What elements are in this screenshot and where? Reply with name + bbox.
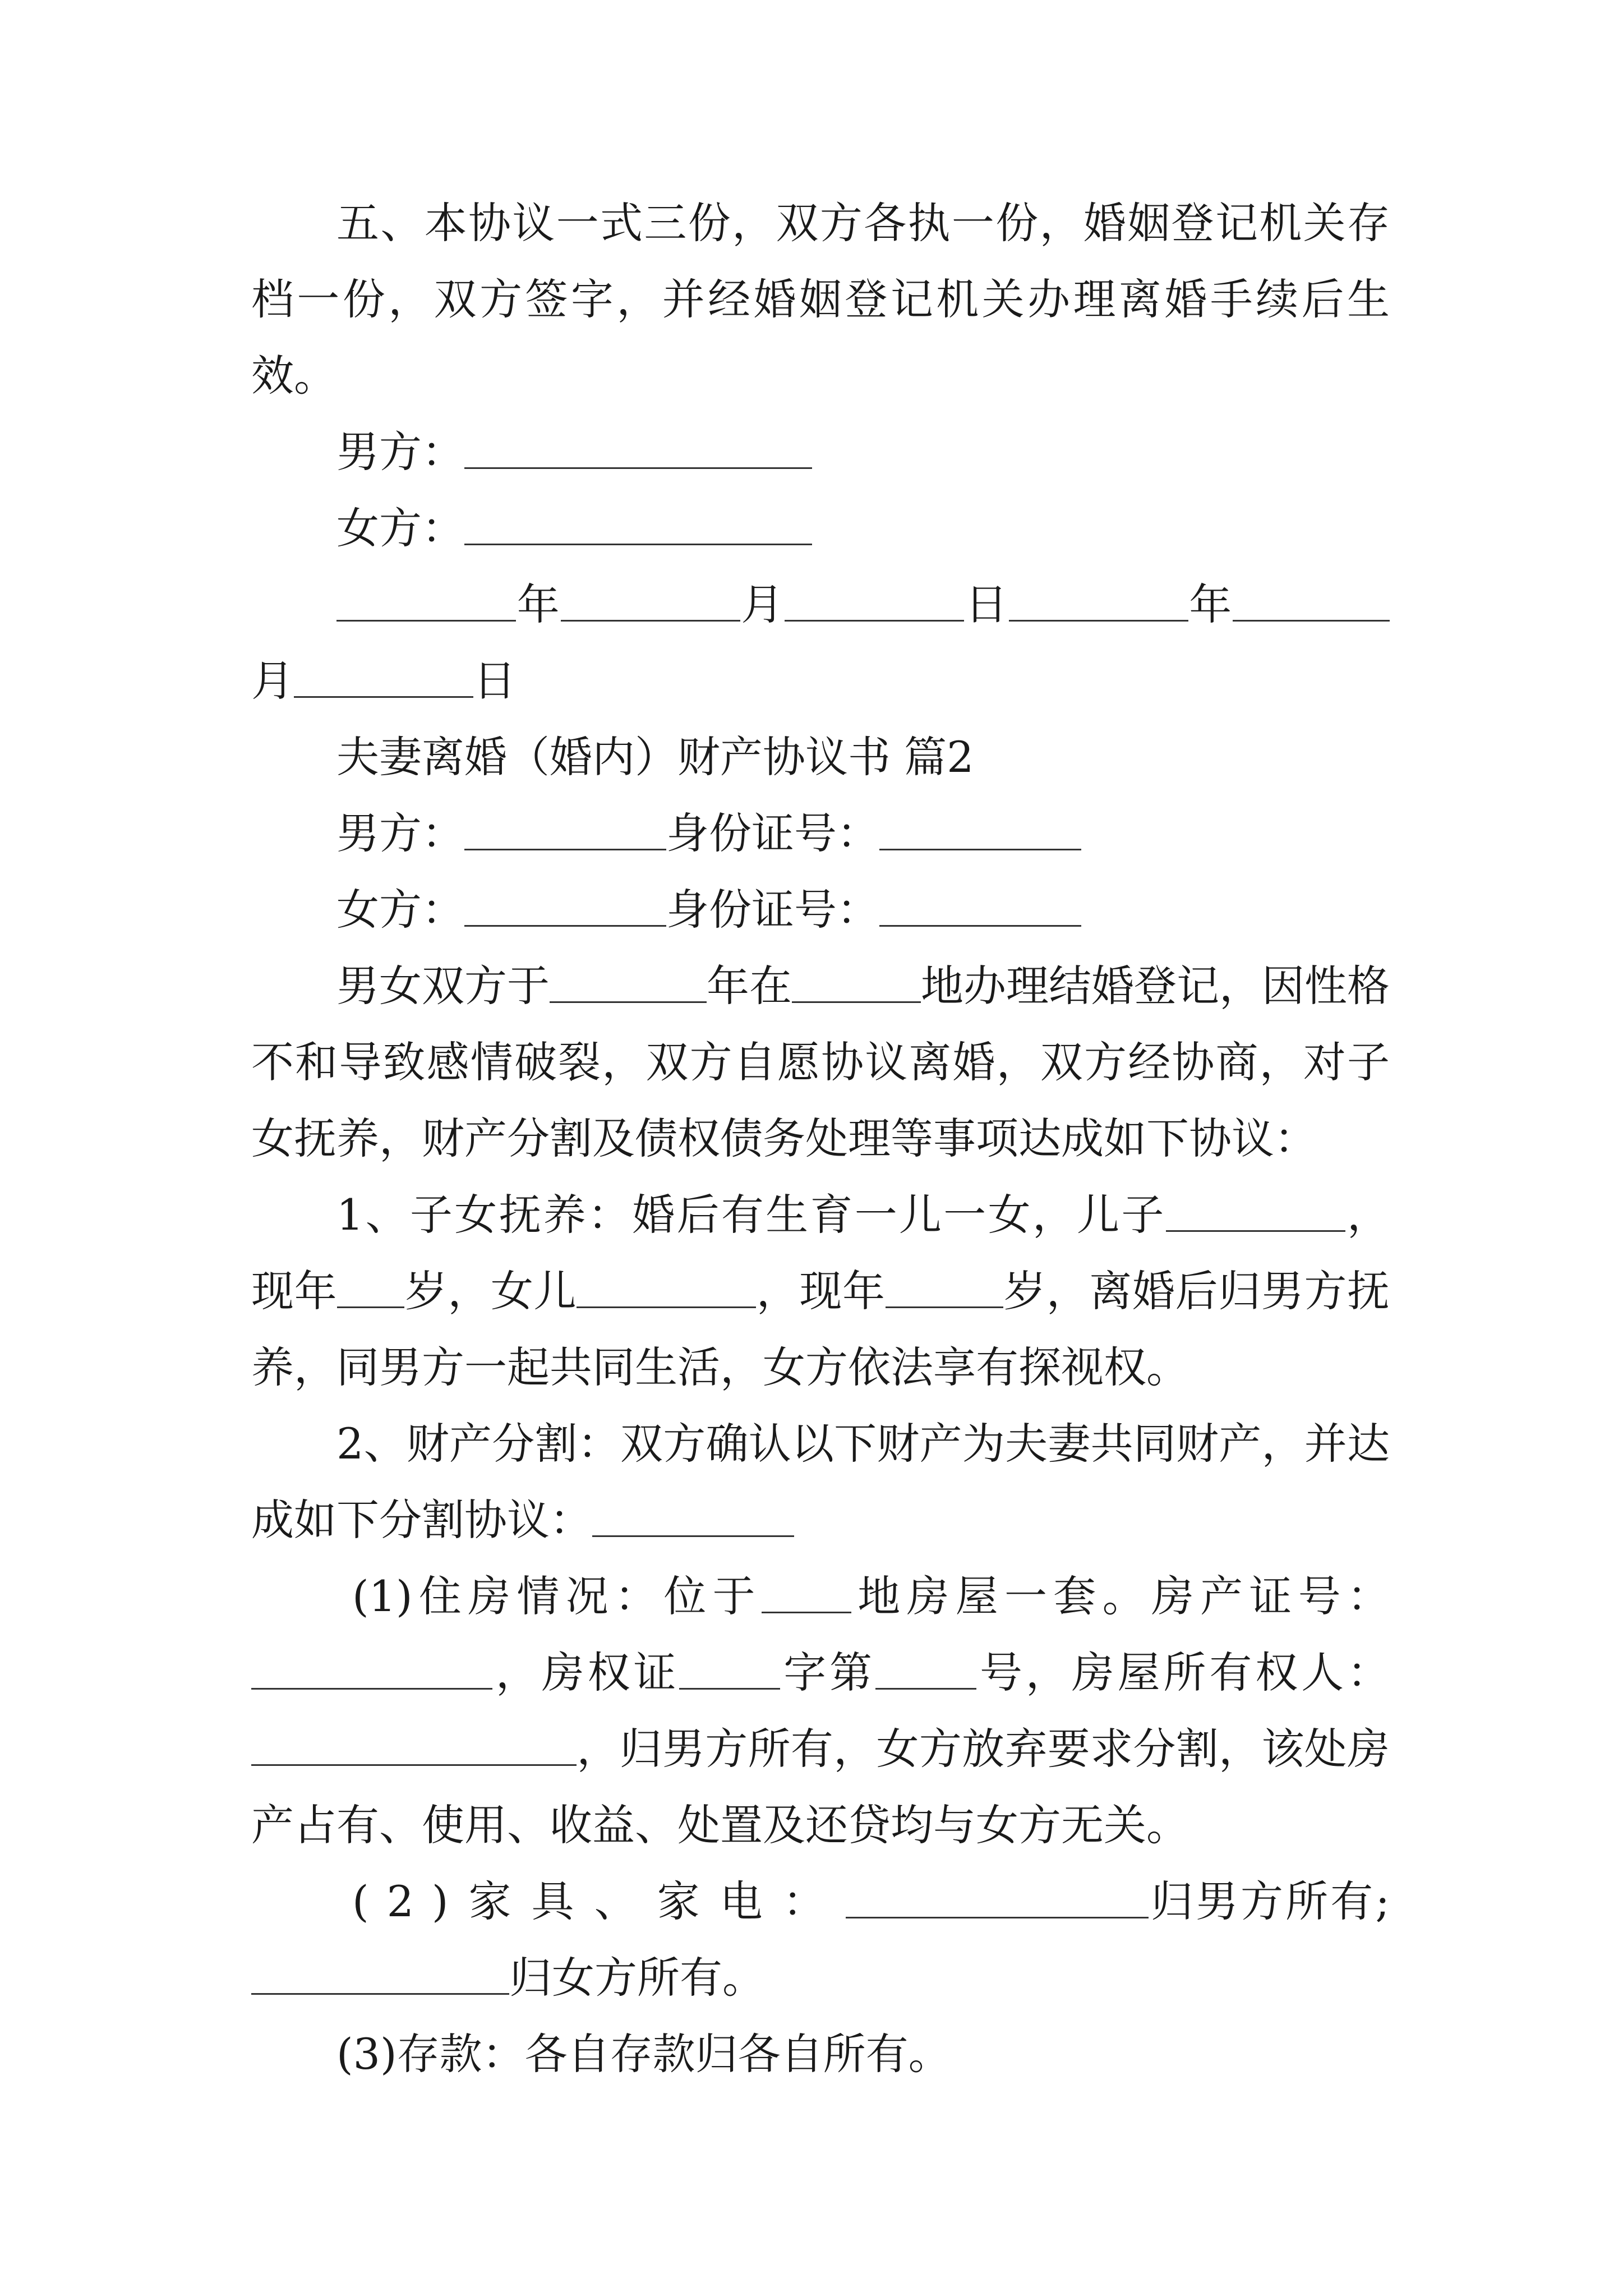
date-month-label: 月	[251, 656, 294, 706]
furniture-text: (2)家具、家电：	[352, 1876, 846, 1926]
son-age-blank	[337, 1268, 404, 1308]
section-title-text: 夫妻离婚（婚内）财产协议书 篇2	[336, 732, 974, 782]
date-day-label: 日	[964, 579, 1009, 629]
son-name-blank	[1166, 1191, 1345, 1231]
custody-text: 岁，女儿	[404, 1266, 577, 1316]
signature-dates	[251, 567, 1390, 719]
man-id-blank	[879, 810, 1081, 850]
date-year-label: 年	[516, 579, 561, 629]
id-label: 身份证号：	[666, 885, 879, 935]
signature-woman	[251, 490, 1390, 567]
clause-custody	[251, 1177, 1390, 1406]
intro-paragraph	[251, 948, 1390, 1177]
custody-text: 1、子女抚养：婚后有生育一儿一女，儿子	[336, 1190, 1166, 1240]
housing-text: ，归男方所有，女方放弃要求分割，该处房产占有、使用、收益、处置及还贷均与女方无关。	[251, 1724, 1390, 1850]
place-blank	[792, 963, 921, 1002]
right-certificate-blank	[679, 1649, 780, 1689]
woman-id-blank	[879, 886, 1081, 926]
intro-text: 男女双方于	[336, 961, 550, 1011]
clause-housing	[251, 1558, 1390, 1864]
housing-text: ，房权证	[492, 1648, 680, 1697]
woman-label: 女方：	[336, 503, 464, 553]
furniture-woman-blank	[251, 1954, 509, 1994]
furniture-text: 归女方所有。	[509, 1953, 765, 2003]
signature-man	[251, 414, 1390, 490]
woman-signature-blank	[464, 505, 812, 545]
party-man	[251, 795, 1390, 872]
clause-furniture	[251, 1864, 1390, 2016]
date-blank	[561, 581, 740, 621]
date-blank	[336, 581, 516, 621]
date-blank	[1009, 581, 1188, 621]
clause-five	[251, 185, 1390, 414]
date-day-label: 日	[473, 656, 516, 706]
section-title	[251, 719, 1390, 795]
clause-five-text: 五、本协议一式三份，双方各执一份，婚姻登记机关存档一份，双方签字，并经婚姻登记机关办理离婚手续后生效。	[251, 198, 1390, 401]
housing-text: 地房屋一套。房产证号：	[851, 1571, 1390, 1621]
clause-property	[251, 1406, 1390, 1558]
woman-label: 女方：	[336, 885, 464, 935]
location-blank	[762, 1573, 851, 1613]
right-number-blank	[875, 1649, 976, 1689]
property-text: 2、财产分割：双方确认以下财产为夫妻共同财产，并达成如下分割协议：	[251, 1419, 1390, 1545]
date-year-label: 年	[1188, 579, 1233, 629]
date-month-label: 月	[740, 579, 785, 629]
furniture-text: 归男方所有;	[1148, 1876, 1390, 1926]
housing-text: (1)住房情况：位于	[352, 1571, 762, 1621]
woman-name-blank	[464, 886, 666, 926]
man-label: 男方：	[336, 808, 464, 858]
custody-text: 岁，离婚后归男方抚养，同男方一起共同生活，女方依法享有探视权。	[251, 1266, 1390, 1392]
property-blank	[592, 1497, 794, 1536]
custody-text: ，现年	[251, 1190, 1390, 1316]
date-blank	[785, 581, 964, 621]
intro-text: 年在	[707, 961, 792, 1011]
man-name-blank	[464, 810, 666, 850]
furniture-man-blank	[846, 1878, 1149, 1918]
year-blank	[550, 963, 707, 1002]
clause-savings	[251, 2016, 1390, 2092]
custody-text: ，现年	[756, 1266, 886, 1316]
party-woman	[251, 872, 1390, 948]
certificate-number-blank	[251, 1649, 492, 1689]
daughter-name-blank	[577, 1268, 756, 1308]
id-label: 身份证号：	[666, 808, 879, 858]
savings-text: (3)存款：各自存款归各自所有。	[336, 2029, 951, 2079]
date-blank	[1233, 581, 1390, 621]
intro-text: 地办理结婚登记，因性格不和导致感情破裂，双方自愿协议离婚，双方经协商，对子女抚养，财产分割及债权债务处理等事项达成如下协议：	[251, 961, 1390, 1163]
man-label: 男方：	[336, 427, 464, 477]
daughter-age-blank	[886, 1268, 1003, 1308]
date-blank	[294, 657, 473, 697]
man-signature-blank	[464, 429, 812, 468]
housing-text: 字第	[780, 1648, 876, 1697]
housing-text: 号，房屋所有权人：	[976, 1648, 1390, 1697]
owner-blank	[251, 1726, 577, 1765]
document-body	[251, 185, 1390, 2092]
